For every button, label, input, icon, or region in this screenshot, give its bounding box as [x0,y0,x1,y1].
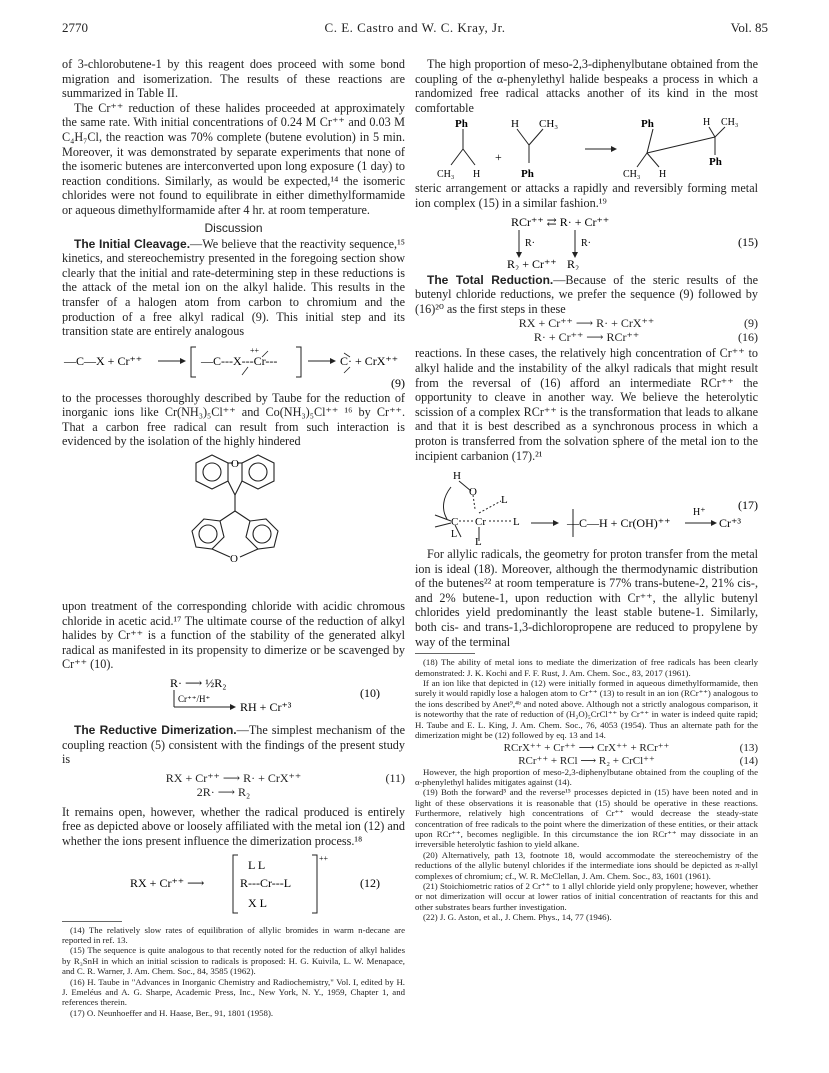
arrowhead [230,704,236,710]
label-ph: Ph [709,156,722,169]
paragraph: to the processes thoroughly described by Taube for the reduction of inorganic ions like Cr(NH₃)₅Cl⁺⁺ and Co(NH₃)₅Cl⁺⁺ ¹⁶ by Cr⁺⁺. That a carbon free radical can result from such interaction is evidenced by the isolation of the highly hindered [62,390,405,449]
bond [228,481,235,495]
paragraph: For allylic radicals, the geometry for proton transfer from the metal ion is ideal (18). Moreover, although the thermodynamic distribution of the butenes²² at room temperature is 77% trans-butene-2, 21% cis-, and 2% butene-1, upon reduction with Cr⁺⁺, the allylic butenyl chlorides yield predominantly the least stable butene-1. Similarly, both cis- and trans-1,3-dichloropropene are reduced to propylene by way of the terminal [415,547,758,649]
eq12-charge: ++ [319,853,329,863]
label-h: H [703,117,711,129]
aromatic-circle [253,525,271,543]
bond [240,549,258,557]
eq11-line2: 2R· ⟶ R₂ [196,784,251,799]
label-ph: Ph [455,118,468,131]
eq9-products: C· + CrX⁺⁺ [340,353,399,368]
footnote-18-continued: If an ion like that depicted in (12) were initially formed in aqueous dimethylformamide, then surely it would rapidly lose a halogen atom to Cr⁺⁺ (13) to result in an ion (RCr⁺⁺) analogous to the ions described by Anet⁹,⁴ᵇ and noted above. Although not a strictly analogous comparison, it is noteworthy that the rate of reduction of (H₂O)₅CrCl⁺⁺ by Cr⁺⁺ in water is indeed quite rapid; H. Taube and E. L. King, J. Am. Chem. Soc., 76, 4053 (1954). Thus an alternate path for the dimerization might be (12) followed by eq. 13 and 14. [415,678,758,741]
eq17-number: (17) [738,498,758,513]
bond [435,523,451,527]
eq9b-line: RX + Cr⁺⁺ ⟶ R· + CrX⁺⁺ [518,316,655,331]
footnote-20: (20) Alternatively, path 13, footnote 18, would accommodate the stereochemistry of the reductions of the allylic butenyl chlorides if the intermediate ions should be depicted as π-allyl complexes of chromium; cf., W. R. McClellan, J. Am. Chem. Soc., 83, 1601 (1961). [415,849,758,881]
bond [435,515,451,521]
equation-15-graphic [415,214,758,270]
oxygen-label: O [231,458,239,471]
eq12-complex-bot: X L [248,895,267,910]
eq15-mid-left: R· [525,237,535,249]
equation-11 [62,771,405,801]
label-l: L [513,516,520,529]
eq9-number: (9) [391,375,405,390]
bond [647,153,659,167]
paragraph-initial-cleavage [62,237,405,339]
benzene-ring [196,455,228,489]
equation-12-graphic [62,851,405,917]
label-cr: Cr [475,516,486,529]
paragraph-text: —The simplest mechanism of the coupling reaction (5) consistent with the findings of the present study is [62,723,406,767]
eq9b-number: (9) [744,316,758,331]
coupling-scheme [415,115,758,181]
bond [235,481,242,495]
bond [463,149,475,165]
footnote-17: (17) O. Neunhoeffer and H. Haase, Ber., 91, 1801 (1958). [70,1007,274,1018]
eq15-bottom-left: R₂ + Cr⁺⁺ [507,256,557,270]
equation-13 [415,741,758,754]
eq10-bottom: RH + Cr⁺³ [240,700,292,715]
bond [212,549,230,557]
label-c: C [451,516,459,529]
eq13-line: RCrX⁺⁺ + Cr⁺⁺ ⟶ CrX⁺⁺ + RCr⁺⁺ [503,741,670,754]
eq11-number: (11) [385,770,405,785]
paragraph-text: —We believe that the reactivity sequence,¹⁵ kinetics, and stereochemistry presented in the foregoing section show clearly that the initial and rate-determining step in these reductions is the attack of the metal ion on the alkyl halide. This results in the transfer of a halogen atom from carbon to chromium and the production of a free alkyl radical (9). This initial step and its transition state are entirely analogous [62,236,406,339]
right-column [415,57,758,923]
eq10-number: (10) [360,686,380,701]
eq15-top: RCr⁺⁺ ⇄ R· + Cr⁺⁺ [511,214,610,229]
aromatic-circle [199,525,217,543]
page-header [62,20,768,38]
equation-9-repeat [415,316,758,330]
label-h: H [511,118,519,131]
footnote-rule [62,921,122,922]
label-ch3: CH₃ [721,117,739,129]
aromatic-circle [249,463,267,481]
eq9-transition-state: —C---X---Cr--- [201,353,278,368]
equation-17-graphic [415,465,758,547]
arrowhead [611,146,617,152]
bond [647,129,653,153]
eq10-reagent: Cr⁺⁺/H⁺ [178,694,211,705]
eq14-number: (14) [739,754,758,767]
footnote-15: (15) The sequence is quite analogous to that recently noted for the reduction of alkyl halides by R₃SnH in which an initial scission to radicals is proposed: H. G. Kuivila, L. W. Menapace, and C. R. Warner, J. Am. Chem. Soc., 84, 3585 (1962). [62,945,405,977]
paragraph: steric arrangement or attacks a rapidly and reversibly forming metal ion complex (15) in a similar fashion.¹⁹ [415,181,758,210]
footnote-18: (18) The ability of metal ions to mediate the dimerization of free radicals has been clearly demonstrated: J. K. Kochi and F. F. Rust, J. Am. Chem. Soc., 83, 2017 (1961). [415,657,758,678]
eq12-number: (12) [360,875,380,890]
label-l: L [501,494,508,507]
arrowhead [553,520,559,526]
eq15-number: (15) [738,234,758,249]
page-number: 2770 [62,20,88,35]
hindered-structure [62,449,405,599]
equation-9 [62,343,405,391]
eq17-final: Cr⁺³ [719,516,741,531]
bracket-right [296,347,301,377]
eq13-number: (13) [739,741,758,754]
equation-15 [415,214,758,270]
footnote-16: (16) H. Taube in "Advances in Inorganic Chemistry and Radiochemistry," Vol. I, edited by H. J. Emeléus and A. G. Sharpe, Academic Press, Inc., New York, N. Y., 1959, Chapter 1, and references therein. [62,976,405,1008]
bond [235,511,250,521]
plus-sign: + [495,150,502,165]
section-heading-discussion: Discussion [204,220,263,235]
footnote-21: (21) Stoichiometric ratios of 2 Cr⁺⁺ to 1 allyl chloride yield only propylene; however, whether or not dimerization will occur at lower ratios of initial concentration of reactants for this and other substrates bears further investigation. [415,880,758,912]
equation-9-graphic [62,343,405,391]
footnote-rule [415,653,475,654]
eq9-reactants: —C—X + Cr⁺⁺ [64,353,143,368]
arrowhead [711,520,717,526]
equation-10-graphic [62,675,405,717]
paragraph-text: —Because of the steric results of the butenyl chloride reductions, we prefer the sequence (9) followed by (16)²⁰ as the first steps in these [415,272,758,316]
label-h: H [473,169,481,181]
running-authors: C. E. Castro and W. C. Kray, Jr. [324,20,506,35]
paragraph: reactions. In these cases, the relatively high concentration of Cr⁺⁺ to alkyl halide and the instability of the alkyl radicals that might result from the reversal of (16) afford an intermediate RCr⁺⁺ the opportunity to cleave in another way. We believe the heterolytic scission of a complex RCr⁺⁺ is the transformation that leads to alkane and that it is best described as a synchronous process in which a proton is transferred from the solvation sphere of the metal ion to the incipient carbanion (17).²¹ [415,346,758,463]
footnote-18-conclusion: However, the high proportion of meso-2,3-diphenylbutane obtained from the coupling of the α-phenylethyl halides mitigates against (14). [415,766,758,787]
runin-heading: The Total Reduction. [427,272,554,287]
bond [451,149,463,165]
bond-dashed [479,501,501,513]
benzene-ring [246,519,278,549]
aromatic-circle [203,463,221,481]
bond [709,127,715,137]
eq12-complex-top: L L [248,857,266,872]
label-ch3: CH₃ [437,169,455,181]
label-l: L [475,536,482,548]
equation-16 [415,330,758,344]
paragraph: upon treatment of the corresponding chloride with acidic chromous chloride in acetic acid.¹⁷ The ultimate course of the reduction of alkyl halides by Cr⁺⁺ is a function of the stability of the generated alkyl radical as manifested in its propensity to dimerize or be scavenged by Cr⁺⁺ (10). [62,599,405,672]
label-ch3: CH₃ [623,169,641,181]
runin-heading: The Reductive Dimerization. [74,723,237,738]
bond [715,127,725,137]
eq15-mid-right: R· [581,237,591,249]
label-ph: Ph [521,168,534,181]
coupling-scheme-graphic [415,115,758,181]
label-h: H [659,169,667,181]
benzene-ring [242,455,274,489]
bond [637,153,647,167]
footnote-22: (22) J. G. Aston, et al., J. Chem. Phys., 14, 77 (1946). [423,912,612,923]
bracket-left [191,347,196,377]
footnote-14: (14) The relatively slow rates of equilibration of allylic bromides in warm n-decane are reported in ref. 13. [62,924,405,945]
label-ch3: CH₃ [539,118,559,131]
runin-heading: The Initial Cleavage. [74,236,191,251]
bond [220,511,235,521]
eq16-line: R· + Cr⁺⁺ ⟶ RCr⁺⁺ [533,330,640,345]
bond [517,129,529,145]
bracket-right [312,855,317,913]
label-ph: Ph [641,118,654,131]
eq10-top: R· ⟶ ½R₂ [170,676,227,691]
eq16-number: (16) [738,330,758,345]
eq17-products: —C—H + Cr(OH)⁺⁺ [567,516,671,531]
paragraph: It remains open, however, whether the radical produced is entirely free as depicted above or loosely affiliated with the metal ion (12) and whether the ions present influence the dimerization process.¹⁸ [62,804,405,848]
equation-17 [415,465,758,547]
equation-14 [415,754,758,767]
eq17-reagent: H⁺ [693,507,706,519]
paragraph-total-reduction [415,273,758,317]
bond [529,129,543,145]
equation-10 [62,675,405,717]
label-h: H [453,470,461,483]
volume-label: Vol. 85 [730,20,768,35]
paragraph: of 3-chlorobutene-1 by this reagent does proceed with some bond migration and isomerization. The results of these reactions are summarized in Table II. [62,57,405,101]
footnote-19: (19) Both the forward⁵ and the reverse¹⁵ processes depicted in (15) have been noted and in light of these observations it is reasonable that (15) should be operative in these reactions. Furthermore, relatively high concentrations of Cr⁺⁺ would decrease the steady-state concentration of free radicals to the point where the dimerization of these entities, or their attack upon RCr⁺⁺, becomes negligible. In this circumstance the ion RCr⁺⁺ may dissociate in an irreversible heterolytic fashion to yield alkane. [415,787,758,850]
eq11-line1: RX + Cr⁺⁺ ⟶ R· + CrX⁺⁺ [165,770,302,785]
label-o: O [469,486,477,499]
bracket-left [233,855,238,913]
eq9-charge: ++ [250,345,260,355]
arrowhead [180,358,186,364]
eq14-line: RCr⁺⁺ + RCl ⟶ R₂ + CrCl⁺⁺ [518,754,655,767]
paragraph: The high proportion of meso-2,3-diphenylbutane obtained from the coupling of the α-phenylethyl halide bespeaks a process in which a randomized free radical attacks another of its kind in the most comfortable [415,57,758,115]
hindered-structure-graphic [62,449,405,599]
bond [242,367,248,375]
eq12-complex-mid: R---Cr---L [240,875,292,890]
left-column [62,57,405,1018]
label-l: L [451,529,458,541]
equation-12 [62,851,405,917]
paragraph-reductive-dimerization [62,723,405,767]
central-bond [647,137,715,153]
arrowhead [330,358,336,364]
oxygen-label: O [230,553,238,566]
paragraph: The Cr⁺⁺ reduction of these halides proceeded at approximately the same rate. With initial concentrations of 0.24 M Cr⁺⁺ and 0.03 M C₄H₇Cl, the reaction was 70% complete (butene evolution) in 5 min. Moreover, it was demonstrated by separate experiments that none of the isomeric butenes are interconverted upon long exposure (1 day) to reaction conditions. Similarly, as would be expected,¹⁴ the isomeric chlorides were not found to equilibrate in either dimethylformamide or aqueous dimethylformamide after 4 hr. at room temperature. [62,100,405,217]
curved-arrow [444,487,451,519]
eq12-reactants: RX + Cr⁺⁺ ⟶ [130,875,205,890]
eq15-bottom-right: R₂ [567,256,580,270]
benzene-ring [192,519,224,549]
